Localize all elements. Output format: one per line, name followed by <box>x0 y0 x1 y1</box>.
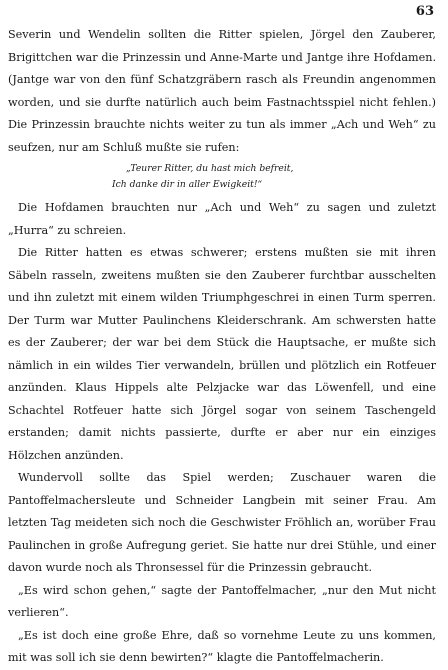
verse-line-2: Ich danke dir in aller Ewigkeit!“ <box>112 179 263 190</box>
text-body <box>8 24 436 670</box>
paragraph-pantoffelmacherin: „Es ist doch eine große Ehre, daß so vornehme Leute zu uns kommen, mit was soll ich sie denn bewirten?“ klagte die Pantoffelmacherin. <box>8 628 436 664</box>
paragraph-hofdamen: Die Hofdamen brauchten nur „Ach und Weh“ zu sagen und zuletzt „Hurra“ zu schreien. <box>8 201 436 237</box>
paragraph-pantoffelmacher: „Es wird schon gehen,“ sagte der Pantoffelmacher, „nur den Mut nicht verlieren“. <box>8 583 436 619</box>
page-number: 63 <box>415 4 434 19</box>
paragraph-cast: Severin und Wendelin sollten die Ritter spielen, Jörgel den Zauberer, Brigittchen war die Prinzessin und Anne-Marte und Jantge ihre Hofdamen. (Jantge war von den fünf Schatzgräbern rasch als Freundin angenommen worden, und sie durfte natürlich auch beim Fastnachtsspiel nicht fehlen.) Die Prinzessin brauchte nichts weiter zu tun als immer „Ach und Weh“ zu seufzen, nur am Schluß mußte sie rufen: <box>8 28 436 154</box>
paragraph-spiel: Wundervoll sollte das Spiel werden; Zuschauer waren die Pantoffelmachersleute und Schneider Langbein mit seiner Frau. Am letzten Tag meideten sich noch die Geschwister Fröhlich an, worüber Frau Paulinchen in große Aufregung geriet. Sie hatte nur drei Stühle, und einer davon wurde noch als Thronsessel für die Prinzessin gebraucht. <box>8 471 436 574</box>
paragraph-ritter: Die Ritter hatten es etwas schwerer; erstens mußten sie mit ihren Säbeln rasseln, zweitens mußten sie den Zauberer furchtbar ausschelten und ihn zuletzt mit einem wilden Triumphgeschrei in einen Turm sperren. Der Turm war Mutter Paulinchens Kleiderschrank. Am schwersten hatte es der Zauberer; der war bei dem Stück die Hauptsache, er mußte sich nämlich in ein wildes Tier verwandeln, brüllen und plötzlich ein Rotfeuer anzünden. Klaus Hippels alte Pelzjacke war das Löwenfell, und eine Schachtel Rotfeuer hatte sich Jörgel sogar von seinem Taschengeld erstanden; damit nichts passierte, durfte er aber nur ein einziges Hölzchen anzünden. <box>8 246 436 462</box>
verse-block <box>8 159 436 197</box>
verse-line-1: „Teurer Ritter, du hast mich befreit, <box>126 163 294 174</box>
